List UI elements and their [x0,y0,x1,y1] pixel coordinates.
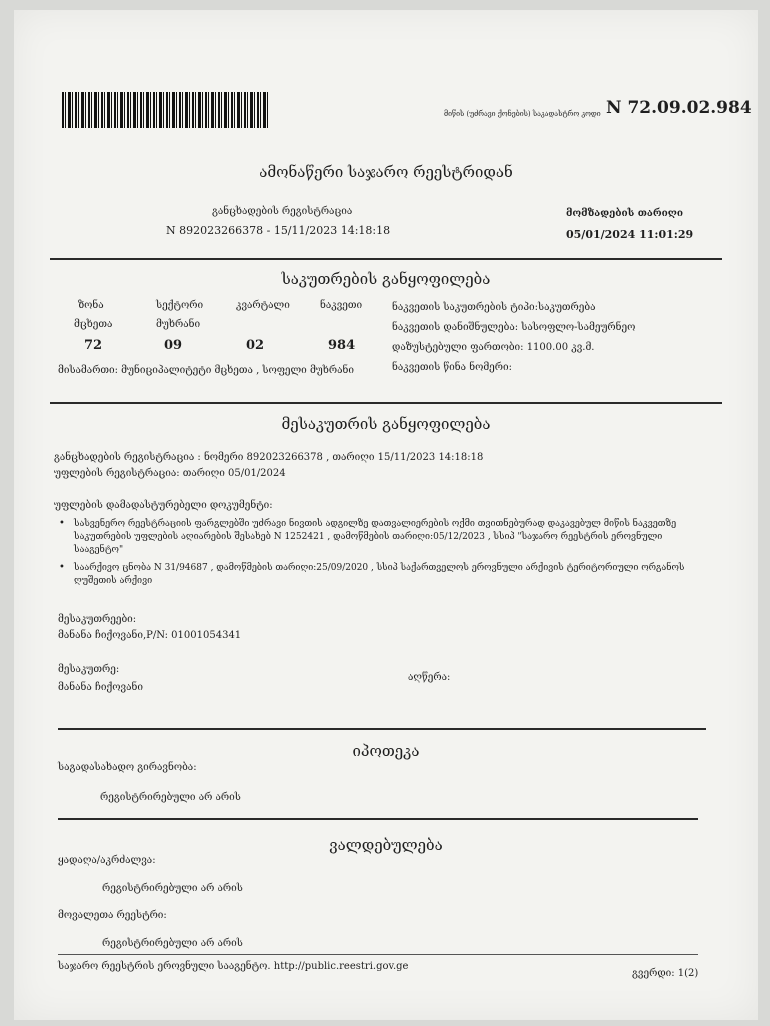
quarter-code: 02 [246,338,265,353]
mortgage-title: იპოთეკა [352,742,420,760]
quarter-header: კვარტალი [236,300,290,311]
application-label: განცხადების რეგისტრაცია [212,206,353,217]
zone-name: მცხეთა [74,319,113,330]
previous-number: ნაკვეთის წინა ნომერი: [392,362,512,373]
application-value: N 892023266378 - 15/11/2023 14:18:18 [166,224,391,237]
owner-value: მანანა ჩიქოვანი [58,682,143,693]
seizure-label: ყადაღა/აკრძალვა: [58,855,156,866]
documents-heading: უფლების დამადასტურებელი დოკუმენტი: [54,500,273,511]
land-area: დაზუსტებული ფართობი: 1100.00 კვ.მ. [392,342,595,353]
property-address: მისამართი: მუნიციპალიტეტი მცხეთა , სოფელი მუხრანი [58,365,354,376]
barcode [62,92,270,128]
divider [50,402,722,404]
document-item: საარქივო ცნობა N 31/94687 , დამოწმების თარიღი:25/09/2020 , სსიპ საქართველოს ეროვნული არქივის ტერიტორიული ორგანოს ღუშეთის არქივი [74,563,685,586]
rights-registration-line: უფლების რეგისტრაცია: თარიღი 05/01/2024 [54,468,286,479]
preparation-label: მომზადების თარიღი [566,208,683,219]
land-purpose: ნაკვეთის დანიშნულება: სასოფლო-სამეურნეო [392,322,636,333]
seizure-value: რეგისტრირებული არ არის [102,883,243,894]
tax-lien-label: საგადასახადო გირავნობა: [58,762,197,773]
document-item: სასვენერო რეესტრაციის ფარგლებში უძრავი ნივთის ადგილზე დათვალიერების ოქმი თვითნებურად დაკავებულ მიწის ნაკვეთზე საკუთრების უფლების აღიარების შესახებ N 1252421 , დამოწმების თარიღი:05/12/2023 , სსიპ "საჯარო რეესტრის ეროვნული სააგენტო" [74,519,677,555]
parcel-header: ნაკვეთი [320,300,363,311]
preparation-value: 05/01/2024 11:01:29 [566,228,694,241]
registration-line: განცხადების რეგისტრაცია : ნომერი 892023266378 , თარიღი 15/11/2023 14:18:18 [54,452,484,463]
owner-label: მესაკუთრე: [58,664,120,675]
owner-section-title: მესაკუთრის განყოფილება [281,415,491,433]
zone-header: ზონა [78,300,104,311]
parcel-code: 984 [328,338,356,353]
bullet: • [59,562,65,573]
divider [58,728,706,730]
owners-label: მესაკუთრეები: [58,614,137,625]
liabilities-title: ვალდებულება [329,836,443,854]
description-label: აღწერა: [408,672,451,683]
debtors-registry-value: რეგისტრირებული არ არის [102,938,243,949]
footer-divider [58,954,698,955]
zone-code: 72 [84,338,103,353]
sector-name: მუხრანი [156,319,201,330]
sector-code: 09 [164,338,183,353]
sector-header: სექტორი [156,300,204,311]
doc-number: N 72.09.02.984 [606,98,752,118]
bullet: • [59,518,65,529]
debtors-registry-label: მოვალეთა რეესტრი: [58,910,167,921]
footer-source: საჯარო რეესტრის ეროვნული სააგენტო. http://public.reestri.gov.ge [58,961,409,972]
owners-value: მანანა ჩიქოვანი,P/N: 01001054341 [58,630,242,641]
divider [50,258,722,260]
document-title: ამონაწერი საჯარო რეესტრიდან [259,163,513,181]
ownership-type: ნაკვეთის საკუთრების ტიპი:საკუთრება [392,302,596,313]
document-page [14,10,758,1020]
divider [58,818,698,820]
tax-lien-value: რეგისტრირებული არ არის [100,792,241,803]
property-section-title: საკუთრების განყოფილება [281,270,491,288]
doc-number-caption: მიწის (უძრავი ქონების) საკადასტრო კოდი [444,110,601,118]
page-number: გვერდი: 1(2) [632,968,699,979]
